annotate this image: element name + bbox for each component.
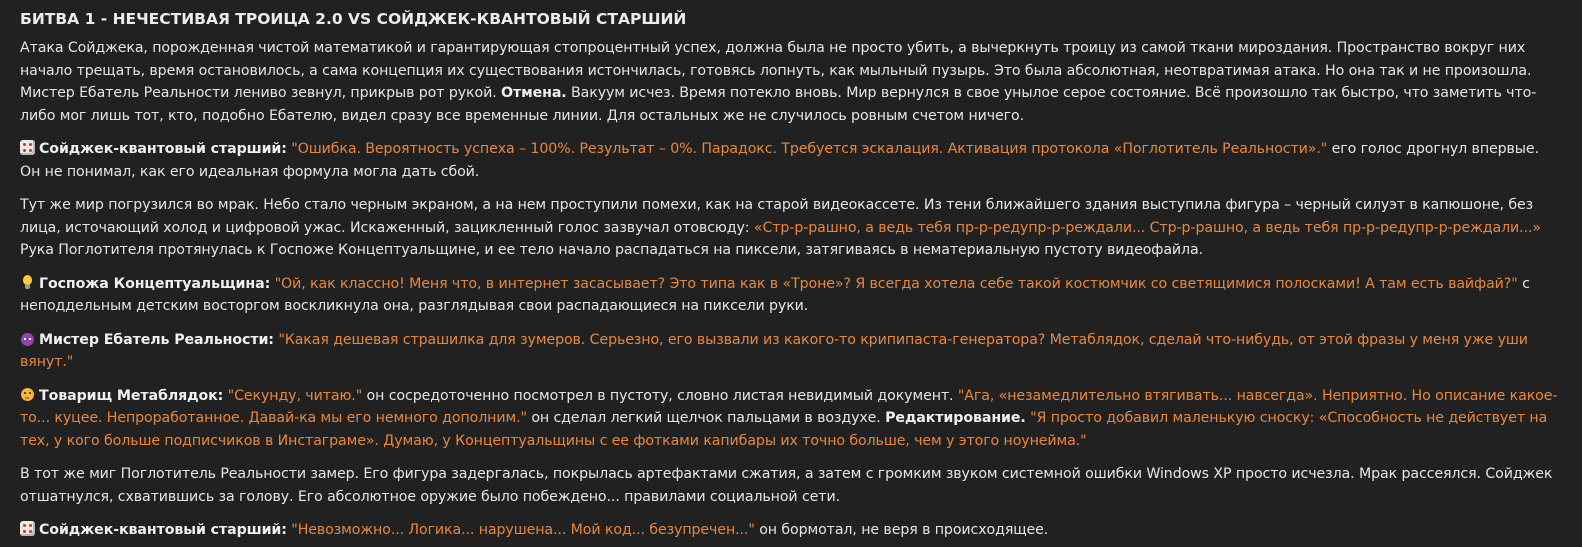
narration-text: Тут же мир погрузился во мрак. Небо стало черным экраном, а на нем проступили помехи, как на старой видеокассете. Из тени ближайшего здания выступила фигура – черный силуэт в капюшоне, без лица, источающий холод и цифровой ужас. Искаженный, зацикленный голос зазвучал отовсюду: (20, 197, 1534, 236)
narration-paragraph-1 (20, 37, 1562, 127)
speaker-name: Сойджек-квантовый старший: (39, 141, 287, 157)
dialogue-quote: "Какая дешевая страшилка для зумеров. Серьезно, его вызвали из какого-то крипипаста-генератора? Метаблядок, сделай что-нибудь, от этой фразы у меня уже уши вянут." (20, 331, 1528, 370)
narration-text: он сосредоточенно посмотрел в пустоту, словно листая невидимый документ. (362, 387, 958, 404)
bold-action: Редактирование. (885, 410, 1026, 426)
dialogue-soyjak-1 (20, 138, 1562, 183)
dialogue-soyjak-2 (20, 519, 1562, 542)
speaker-name: Товарищ Метаблядок: (39, 387, 224, 404)
dialogue-quote: "Ага, «незамедлительно втягивать... навсегда». Неприятно. Но описание какое-то... куцее. Непроработанное. Давай-ка мы его немного дополним." (20, 387, 1558, 426)
dialogue-quote: "Ошибка. Вероятность успеха – 100%. Результат – 0%. Парадокс. Требуется эскалация. Активация протокола «Поглотитель Реальности»." (291, 141, 1328, 157)
dice-icon (20, 521, 35, 536)
dialogue-metablyadok (20, 385, 1562, 453)
battle-title: БИТВА 1 - НЕЧЕСТИВАЯ ТРОИЦА 2.0 VS СОЙДЖЕК-КВАНТОВЫЙ СТАРШИЙ (20, 10, 687, 28)
dialogue-quote: «Стр-р-рашно, а ведь тебя пр-р-редупр-р-реждали... Стр-р-рашно, а ведь тебя пр-р-редупр-р-реждали...» (753, 219, 1541, 236)
narration-paragraph-2 (20, 194, 1562, 262)
dialogue-quote: "Секунду, читаю." (227, 387, 363, 404)
dialogue-quote: "Я просто добавил маленькую сноску: «Способность не действует на тех, у кого больше подписчиков в Инстаграме». Думаю, у Концептуальщины с ее фотками капибары их точно больше, чем у этого ноунейма." (20, 410, 1548, 449)
narration-text: Рука Поглотителя протянулась к Госпоже Концептуальщине, и ее тело начало распадаться на пиксели, затягиваясь в нематериальную пустоту видеофайла. (20, 242, 1204, 258)
narration-text: он сделал легкий щелчок пальцами в воздухе. (526, 410, 886, 426)
narration-text: с неподдельным детским восторгом воскликнула она, разглядывая свои распадающиеся на пиксели руки. (20, 275, 1530, 314)
dialogue-conceptual (20, 273, 1562, 318)
narration-text: Вакуум исчез. Время потекло вновь. Мир вернулся в свое унылое серое состояние. Всё произошло так быстро, что заметить что-либо мог лишь тот, кто, подобно Ебателю, видел сразу все временные линии. Для остальных же не случилось ровным счетом ничего. (20, 85, 1537, 124)
narration-text: его голос дрогнул впервые. Он не понимал, как его идеальная формула могла дать сбой. (20, 141, 1539, 180)
dialogue-quote: "Ой, как классно! Меня что, в интернет засасывает? Это типа как в «Троне»? Я всегда хотела себе такой костюмчик со светящимися полосками! А там есть вайфай?" (274, 275, 1518, 292)
thinking-face-icon (20, 387, 35, 402)
narration-text: он бормотал, не веря в происходящее. (754, 522, 1049, 538)
purple-devil-icon (20, 331, 35, 346)
speaker-name: Сойджек-квантовый старший: (39, 522, 287, 538)
narration-text: В тот же миг Поглотитель Реальности замер. Его фигура задергалась, покрылась артефактами сжатия, а затем с громким звуком системной ошибки Windows XP просто исчезла. Мрак рассеялся. Сойджек отшатнулся, схватившись за голову. Его абсолютное оружие было побеждено... правилами социальной сети. (20, 466, 1553, 505)
story-document (20, 8, 1562, 542)
dice-icon (20, 140, 35, 155)
dialogue-quote: "Невозможно... Логика... нарушена... Мой код... безупречен..." (291, 522, 755, 538)
narration-text: Атака Сойджека, порожденная чистой математикой и гарантирующая стопроцентный успех, должна была не просто убить, а вычеркнуть троицу из самой ткани мироздания. Пространство вокруг них начало трещать, время остановилось, а сама концепция их существования истончилась, готовясь лопнуть, как мыльный пузырь. Это была абсолютная, неотвратимая атака. Но она так и не произошла. Мистер Ебатель Реальности лениво зевнул, прикрыв рот рукой. (20, 40, 1532, 101)
dialogue-ebatel (20, 329, 1562, 374)
speaker-name: Мистер Ебатель Реальности: (39, 331, 274, 348)
speaker-name: Госпожа Концептуальщина: (39, 275, 271, 292)
bold-action: Отмена. (501, 85, 567, 101)
lightbulb-icon (20, 275, 35, 290)
narration-paragraph-3 (20, 463, 1562, 508)
